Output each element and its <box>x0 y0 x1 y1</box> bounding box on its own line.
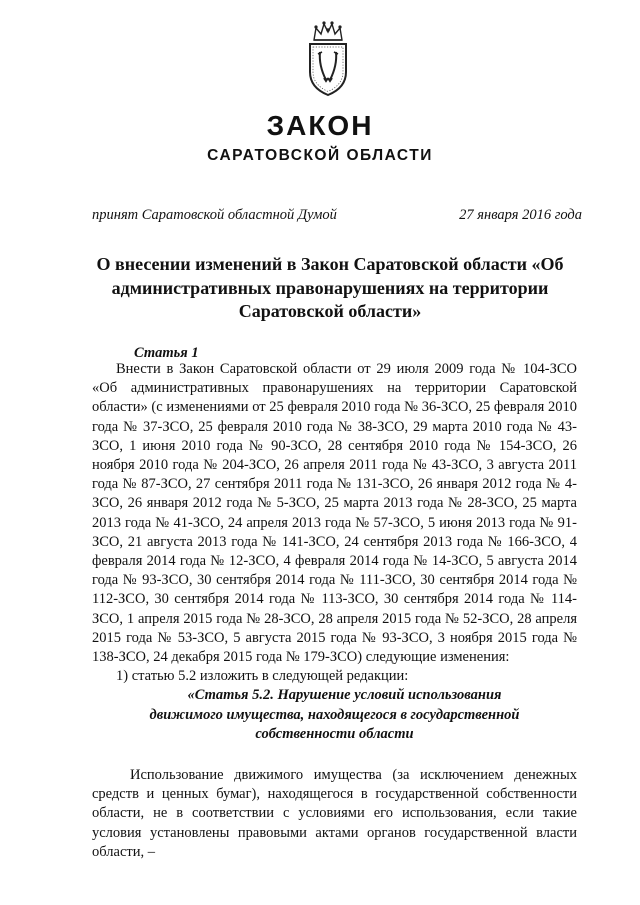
law-title: ЗАКОН <box>266 110 374 141</box>
document-body <box>92 360 577 862</box>
new-article-title-line: собственности области <box>255 725 414 742</box>
amendment-item: 1) статью 5.2 изложить в следующей редакции: <box>116 668 409 685</box>
new-article-title-line: «Статья 5.2. Нарушение условий использования <box>187 687 502 704</box>
article-label: Статья 1 <box>134 345 199 361</box>
law-subtitle: САРАТОВСКОЙ ОБЛАСТИ <box>207 147 433 164</box>
article-intro: Внести в Закон Саратовской области от 29 июля 2009 года № 104-ЗСО «Об административных правонарушениях на территории Саратовской области» (с изменениями от 25 февраля 2010 года № 36-ЗСО, 25 февраля 2010 года № 37-ЗСО, 25 февраля 2010 года № 38-ЗСО, 29 марта 2010 года № 43-ЗСО, 1 июня 2010 года № 90-ЗСО, 28 сентября 2010 года № 154-ЗСО, 26 ноября 2010 года № 204-ЗСО, 26 апреля 2011 года № 43-ЗСО, 3 августа 2011 года № 87-ЗСО, 27 сентября 2011 года № 131-ЗСО, 26 января 2012 года № 4-ЗСО, 26 января 2012 года № 5-ЗСО, 25 марта 2013 года № 28-ЗСО, 25 марта 2013 года № 41-ЗСО, 24 апреля 2013 года № 57-ЗСО, 5 июня 2013 года № 91-ЗСО, 21 августа 2013 года № 141-ЗСО, 24 сентября 2013 года № 166-ЗСО, 4 февраля 2014 года № 12-ЗСО, 4 февраля 2014 года № 14-ЗСО, 5 августа 2014 года № 93-ЗСО, 30 сентября 2014 года № 111-ЗСО, 30 сентября 2014 года № 112-ЗСО, 30 сентября 2014 года № 113-ЗСО, 30 сентября 2014 года № 114-ЗСО, 1 апреля 2015 года № 28-ЗСО, 28 апреля 2015 года № 52-ЗСО, 28 апреля 2015 года № 53-ЗСО, 5 августа 2015 года № 93-ЗСО, 3 ноября 2015 года № 138-ЗСО, 24 декабря 2015 года № 179-ЗСО) следующие изменения: <box>92 361 577 666</box>
new-article-title <box>92 686 577 744</box>
article-paragraph: Использование движимого имущества (за исключением денежных средств и ценных бумаг), находящегося в государственной собственности области, не в соответствии с условиями его использования, если такие условия установлены правовыми актами органов государственной власти области, – <box>92 767 577 860</box>
document-heading: О внесении изменений в Закон Саратовской области «Об административных правонарушениях на территории Саратовской области» <box>96 254 564 321</box>
coat-of-arms-icon <box>302 18 354 98</box>
adoption-date: 27 января 2016 года <box>459 207 582 223</box>
new-article-title-line: движимого имущества, находящегося в государственной <box>149 706 520 723</box>
spacer <box>92 744 577 766</box>
adopted-by: принят Саратовской областной Думой <box>92 207 337 223</box>
